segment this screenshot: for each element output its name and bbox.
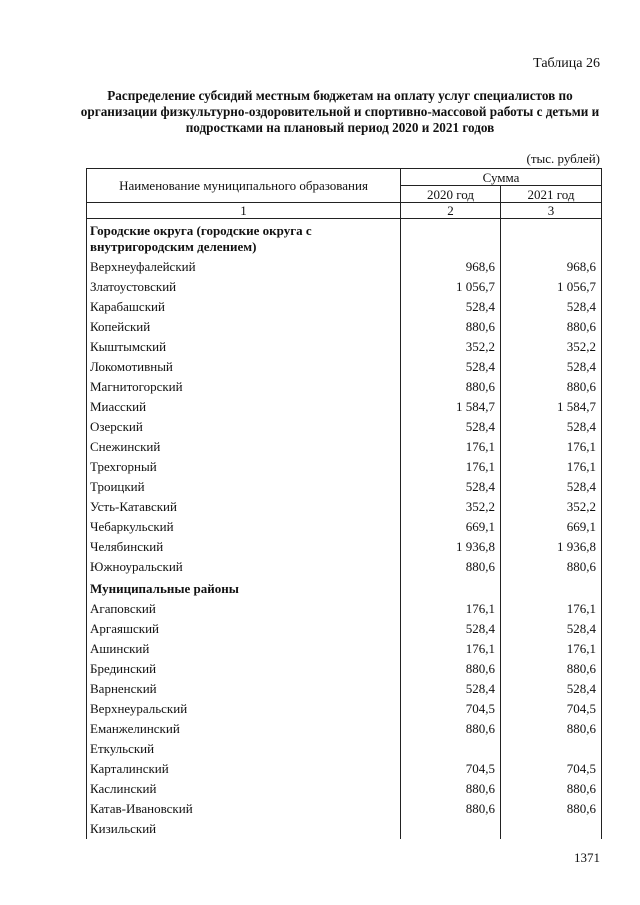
municipality-name: Карталинский	[87, 759, 401, 779]
value-2021: 880,6	[501, 719, 602, 739]
table-row	[87, 679, 602, 699]
table-row	[87, 277, 602, 297]
table-row	[87, 517, 602, 537]
municipality-name: Аргаяшский	[87, 619, 401, 639]
value-2020: 528,4	[401, 619, 501, 639]
municipality-name: Трехгорный	[87, 457, 401, 477]
table-row	[87, 619, 602, 639]
value-2021: 880,6	[501, 377, 602, 397]
value-2021	[501, 819, 602, 839]
municipality-name: Снежинский	[87, 437, 401, 457]
column-index-1: 1	[87, 203, 401, 219]
value-2020: 528,4	[401, 679, 501, 699]
value-2020: 704,5	[401, 759, 501, 779]
page-number: 1371	[574, 850, 600, 865]
table-number: Таблица 26	[533, 56, 600, 71]
municipality-name: Ашинский	[87, 639, 401, 659]
value-2021: 669,1	[501, 517, 602, 537]
value-2020: 880,6	[401, 659, 501, 679]
municipality-name: Озерский	[87, 417, 401, 437]
municipality-name: Еманжелинский	[87, 719, 401, 739]
municipality-name: Еткульский	[87, 739, 401, 759]
section-row	[87, 577, 602, 599]
value-2021: 528,4	[501, 679, 602, 699]
table-row	[87, 799, 602, 819]
table-row	[87, 719, 602, 739]
value-2020: 528,4	[401, 417, 501, 437]
value-2020: 528,4	[401, 357, 501, 377]
value-2020: 880,6	[401, 719, 501, 739]
table-row	[87, 377, 602, 397]
document-title: Распределение субсидий местным бюджетам на оплату услуг специалистов по организации физкультурно-оздоровительной и спортивно-массовой работы с детьми и подростками на плановый период 2020 и 2021 годов	[80, 88, 600, 135]
value-2021: 1 936,8	[501, 537, 602, 557]
municipality-name: Карабашский	[87, 297, 401, 317]
table-row	[87, 819, 602, 839]
table-row	[87, 699, 602, 719]
section-row	[87, 219, 602, 258]
value-2020: 880,6	[401, 317, 501, 337]
table-row	[87, 337, 602, 357]
value-2020: 352,2	[401, 337, 501, 357]
value-2020: 669,1	[401, 517, 501, 537]
table-row	[87, 497, 602, 517]
units-label: (тыс. рублей)	[526, 151, 600, 166]
value-2020: 176,1	[401, 457, 501, 477]
value-2021: 176,1	[501, 457, 602, 477]
value-2020: 176,1	[401, 437, 501, 457]
table-header	[87, 169, 602, 219]
table-row	[87, 397, 602, 417]
value-2021: 528,4	[501, 477, 602, 497]
table-row	[87, 417, 602, 437]
value-2020: 1 936,8	[401, 537, 501, 557]
value-2021: 528,4	[501, 357, 602, 377]
table-row	[87, 297, 602, 317]
value-2021: 352,2	[501, 337, 602, 357]
value-2021	[501, 219, 602, 258]
municipality-name: Копейский	[87, 317, 401, 337]
value-2021: 352,2	[501, 497, 602, 517]
value-2021: 704,5	[501, 759, 602, 779]
value-2021: 528,4	[501, 619, 602, 639]
value-2020	[401, 819, 501, 839]
value-2020	[401, 739, 501, 759]
table-row	[87, 457, 602, 477]
value-2020: 176,1	[401, 639, 501, 659]
value-2020: 880,6	[401, 799, 501, 819]
municipality-name: Усть-Катавский	[87, 497, 401, 517]
municipality-name: Верхнеуфалейский	[87, 257, 401, 277]
table-row	[87, 257, 602, 277]
municipality-name: Агаповский	[87, 599, 401, 619]
table-row	[87, 599, 602, 619]
municipality-name: Варненский	[87, 679, 401, 699]
column-header-name: Наименование муниципального образования	[87, 169, 401, 203]
value-2021	[501, 739, 602, 759]
value-2020: 880,6	[401, 779, 501, 799]
value-2020	[401, 219, 501, 258]
value-2020: 1 056,7	[401, 277, 501, 297]
table-row	[87, 437, 602, 457]
municipality-name: Каслинский	[87, 779, 401, 799]
table-row	[87, 477, 602, 497]
value-2020: 528,4	[401, 297, 501, 317]
column-index-2: 2	[401, 203, 501, 219]
value-2021: 880,6	[501, 557, 602, 577]
value-2020: 880,6	[401, 557, 501, 577]
column-header-2021: 2021 год	[501, 186, 602, 203]
value-2021	[501, 577, 602, 599]
municipality-name: Миасский	[87, 397, 401, 417]
table-row	[87, 357, 602, 377]
municipality-name: Кизильский	[87, 819, 401, 839]
table-row	[87, 639, 602, 659]
value-2020: 1 584,7	[401, 397, 501, 417]
table-row	[87, 557, 602, 577]
value-2021: 1 584,7	[501, 397, 602, 417]
table-row	[87, 739, 602, 759]
value-2021: 880,6	[501, 659, 602, 679]
value-2021: 176,1	[501, 599, 602, 619]
value-2021: 528,4	[501, 417, 602, 437]
municipality-name: Брединский	[87, 659, 401, 679]
subsidy-table	[86, 168, 602, 839]
value-2020: 968,6	[401, 257, 501, 277]
value-2020: 176,1	[401, 599, 501, 619]
value-2020: 880,6	[401, 377, 501, 397]
municipality-name: Троицкий	[87, 477, 401, 497]
table-row	[87, 537, 602, 557]
value-2020: 352,2	[401, 497, 501, 517]
municipality-name: Верхнеуральский	[87, 699, 401, 719]
municipality-name: Чебаркульский	[87, 517, 401, 537]
municipality-name: Челябинский	[87, 537, 401, 557]
value-2020	[401, 577, 501, 599]
municipality-name: Кыштымский	[87, 337, 401, 357]
table-body	[87, 219, 602, 840]
table-row	[87, 759, 602, 779]
value-2020: 704,5	[401, 699, 501, 719]
value-2021: 880,6	[501, 317, 602, 337]
value-2020: 528,4	[401, 477, 501, 497]
column-header-2020: 2020 год	[401, 186, 501, 203]
value-2021: 1 056,7	[501, 277, 602, 297]
municipality-name: Городские округа (городские округа с внутригородским делением)	[87, 219, 401, 258]
municipality-name: Муниципальные районы	[87, 577, 401, 599]
municipality-name: Локомотивный	[87, 357, 401, 377]
municipality-name: Южноуральский	[87, 557, 401, 577]
value-2021: 880,6	[501, 799, 602, 819]
municipality-name: Златоустовский	[87, 277, 401, 297]
table-row	[87, 659, 602, 679]
column-index-3: 3	[501, 203, 602, 219]
value-2021: 968,6	[501, 257, 602, 277]
column-header-sum: Сумма	[401, 169, 602, 186]
table-row	[87, 317, 602, 337]
value-2021: 176,1	[501, 437, 602, 457]
value-2021: 704,5	[501, 699, 602, 719]
value-2021: 528,4	[501, 297, 602, 317]
municipality-name: Катав-Ивановский	[87, 799, 401, 819]
table-row	[87, 779, 602, 799]
value-2021: 880,6	[501, 779, 602, 799]
municipality-name: Магнитогорский	[87, 377, 401, 397]
value-2021: 176,1	[501, 639, 602, 659]
